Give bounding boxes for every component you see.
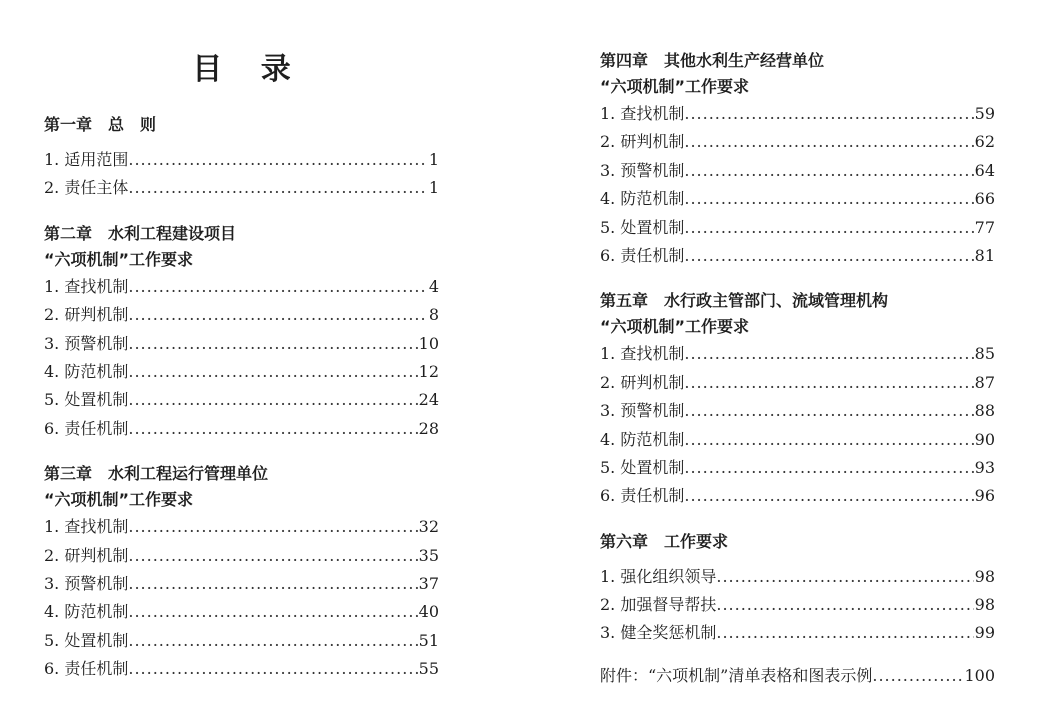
toc-entry[interactable] — [44, 358, 439, 386]
toc-entry-label: 1. 强化组织领导 — [600, 566, 717, 586]
chapter-2-heading[interactable]: 第二章 水利工程建设项目 — [44, 223, 237, 243]
toc-entry[interactable] — [44, 301, 439, 329]
toc-entry-page: 40 — [418, 602, 439, 622]
leader-dots — [684, 214, 973, 242]
toc-entry[interactable] — [44, 627, 439, 655]
toc-entry-page: 87 — [974, 372, 995, 392]
leader-dots — [684, 185, 973, 213]
toc-entry[interactable] — [44, 655, 439, 683]
toc-entry-page: 51 — [418, 630, 439, 650]
toc-entry-page: 98 — [974, 595, 995, 615]
toc-entry-page: 96 — [974, 486, 995, 506]
toc-entry[interactable] — [600, 426, 995, 454]
toc-entry-page: 66 — [974, 189, 995, 209]
leader-dots — [128, 386, 417, 414]
leader-dots — [684, 242, 973, 270]
toc-entry[interactable] — [44, 146, 439, 174]
leader-dots — [684, 482, 973, 510]
toc-entry-label: 4. 防范机制 — [600, 189, 685, 209]
leader-dots — [716, 563, 973, 591]
toc-entry-page: 62 — [974, 132, 995, 152]
leader-dots — [128, 598, 417, 626]
toc-entry-page: 88 — [974, 401, 995, 421]
toc-entry-label: 2. 研判机制 — [600, 372, 685, 392]
toc-entry[interactable] — [600, 397, 995, 425]
chapter-1-heading[interactable]: 第一章 总 则 — [44, 115, 157, 134]
toc-entry-label: 6. 责任机制 — [600, 245, 685, 265]
toc-entry-page: 55 — [418, 659, 439, 679]
leader-dots — [128, 655, 417, 683]
chapter-4-heading[interactable]: 第四章 其他水利生产经营单位 — [600, 51, 825, 70]
chapter-4-subheading: “六项机制”工作要求 — [600, 77, 750, 96]
toc-entry[interactable] — [44, 330, 439, 358]
toc-entry-label: 4. 防范机制 — [44, 602, 129, 622]
toc-entry-label: 5. 处置机制 — [44, 390, 129, 410]
toc-entry[interactable] — [600, 369, 995, 397]
toc-entry-page: 1 — [428, 178, 439, 198]
toc-entry[interactable] — [600, 454, 995, 482]
toc-entry[interactable] — [44, 598, 439, 626]
leader-dots — [128, 513, 417, 541]
toc-entry-label: 2. 责任主体 — [44, 178, 129, 198]
toc-entry-label: 6. 责任机制 — [600, 486, 685, 506]
leader-dots — [128, 358, 417, 386]
leader-dots — [128, 627, 417, 655]
toc-entry-label: 6. 责任机制 — [44, 659, 129, 679]
toc-entry-label: 1. 查找机制 — [600, 344, 685, 364]
toc-entry[interactable] — [44, 386, 439, 414]
toc-entry[interactable] — [600, 157, 995, 185]
toc-entry-label: 3. 健全奖惩机制 — [600, 623, 717, 643]
leader-dots — [872, 662, 963, 690]
toc-entry-page: 8 — [428, 305, 439, 325]
chapter-3-heading[interactable]: 第三章 水利工程运行管理单位 — [44, 464, 269, 484]
toc-entry-page: 90 — [974, 429, 995, 449]
chapter-6-heading[interactable]: 第六章 工作要求 — [600, 531, 729, 551]
leader-dots — [716, 591, 973, 619]
toc-entry-page: 12 — [418, 361, 439, 381]
toc-entry-page: 28 — [418, 418, 439, 438]
leader-dots — [128, 301, 427, 329]
toc-entry[interactable] — [44, 273, 439, 301]
toc-entry[interactable] — [44, 513, 439, 541]
leader-dots — [684, 128, 973, 156]
toc-entry-page: 99 — [974, 623, 995, 643]
toc-entry-label: 4. 防范机制 — [600, 429, 685, 449]
toc-right-column — [600, 48, 995, 690]
toc-entry[interactable] — [600, 214, 995, 242]
chapter-5-heading[interactable]: 第五章 水行政主管部门、流域管理机构 — [600, 291, 889, 311]
toc-entry[interactable] — [600, 563, 995, 591]
toc-entry-label: 3. 预警机制 — [600, 160, 685, 180]
toc-entry-page: 77 — [974, 217, 995, 237]
leader-dots — [684, 157, 973, 185]
leader-dots — [128, 330, 417, 358]
toc-entry-label: 1. 查找机制 — [44, 276, 129, 296]
leader-dots — [128, 415, 417, 443]
leader-dots — [684, 454, 973, 482]
toc-entry-page: 98 — [974, 566, 995, 586]
toc-entry-page: 35 — [418, 545, 439, 565]
toc-entry[interactable] — [600, 128, 995, 156]
toc-entry-label: 3. 预警机制 — [600, 401, 685, 421]
toc-entry-label: 2. 研判机制 — [44, 305, 129, 325]
appendix-entry[interactable] — [600, 662, 995, 690]
toc-entry[interactable] — [600, 482, 995, 510]
chapter-3-subheading: “六项机制”工作要求 — [44, 490, 194, 510]
toc-entry-page: 10 — [418, 333, 439, 353]
toc-entry-page: 64 — [974, 160, 995, 180]
toc-entry[interactable] — [44, 570, 439, 598]
toc-entry-page: 32 — [418, 517, 439, 537]
toc-entry[interactable] — [600, 591, 995, 619]
leader-dots — [684, 426, 973, 454]
leader-dots — [128, 273, 427, 301]
toc-entry[interactable] — [44, 174, 439, 202]
leader-dots — [128, 146, 427, 174]
leader-dots — [716, 619, 973, 647]
toc-entry-label: 6. 责任机制 — [44, 418, 129, 438]
toc-entry-label: 5. 处置机制 — [600, 457, 685, 477]
toc-entry-label: 3. 预警机制 — [44, 573, 129, 593]
chapter-5-subheading: “六项机制”工作要求 — [600, 317, 750, 337]
toc-entry[interactable] — [600, 619, 995, 647]
toc-entry-page: 24 — [418, 390, 439, 410]
toc-entry-label: 1. 查找机制 — [600, 104, 685, 123]
toc-entry-page: 85 — [974, 344, 995, 364]
toc-entry[interactable] — [600, 100, 995, 128]
toc-entry-page: 1 — [428, 150, 439, 169]
chapter-2-subheading: “六项机制”工作要求 — [44, 249, 194, 269]
leader-dots — [684, 340, 973, 368]
toc-entry-label: 5. 处置机制 — [44, 630, 129, 650]
leader-dots — [684, 369, 973, 397]
toc-entry-label: 1. 查找机制 — [44, 517, 129, 537]
leader-dots — [684, 100, 973, 128]
toc-entry-page: 100 — [964, 665, 995, 685]
toc-entry-page: 59 — [974, 104, 995, 123]
leader-dots — [684, 397, 973, 425]
toc-left-column — [44, 112, 439, 683]
toc-entry-page: 37 — [418, 573, 439, 593]
toc-entry-label: 附件：“六项机制”清单表格和图表示例 — [600, 665, 873, 685]
toc-entry-label: 4. 防范机制 — [44, 361, 129, 381]
toc-entry[interactable] — [600, 242, 995, 270]
toc-entry-label: 2. 研判机制 — [44, 545, 129, 565]
toc-entry[interactable] — [44, 415, 439, 443]
toc-entry[interactable] — [600, 185, 995, 213]
toc-entry-page: 93 — [974, 457, 995, 477]
toc-entry-label: 5. 处置机制 — [600, 217, 685, 237]
toc-entry-label: 3. 预警机制 — [44, 333, 129, 353]
toc-entry-label: 2. 加强督导帮扶 — [600, 595, 717, 615]
page-title: 目 录 — [192, 52, 305, 87]
leader-dots — [128, 570, 417, 598]
toc-entry-page: 81 — [974, 245, 995, 265]
leader-dots — [128, 174, 427, 202]
toc-entry[interactable] — [600, 340, 995, 368]
leader-dots — [128, 542, 417, 570]
toc-entry-label: 2. 研判机制 — [600, 132, 685, 152]
toc-entry-label: 1. 适用范围 — [44, 150, 129, 169]
toc-entry[interactable] — [44, 542, 439, 570]
toc-entry-page: 4 — [428, 276, 439, 296]
